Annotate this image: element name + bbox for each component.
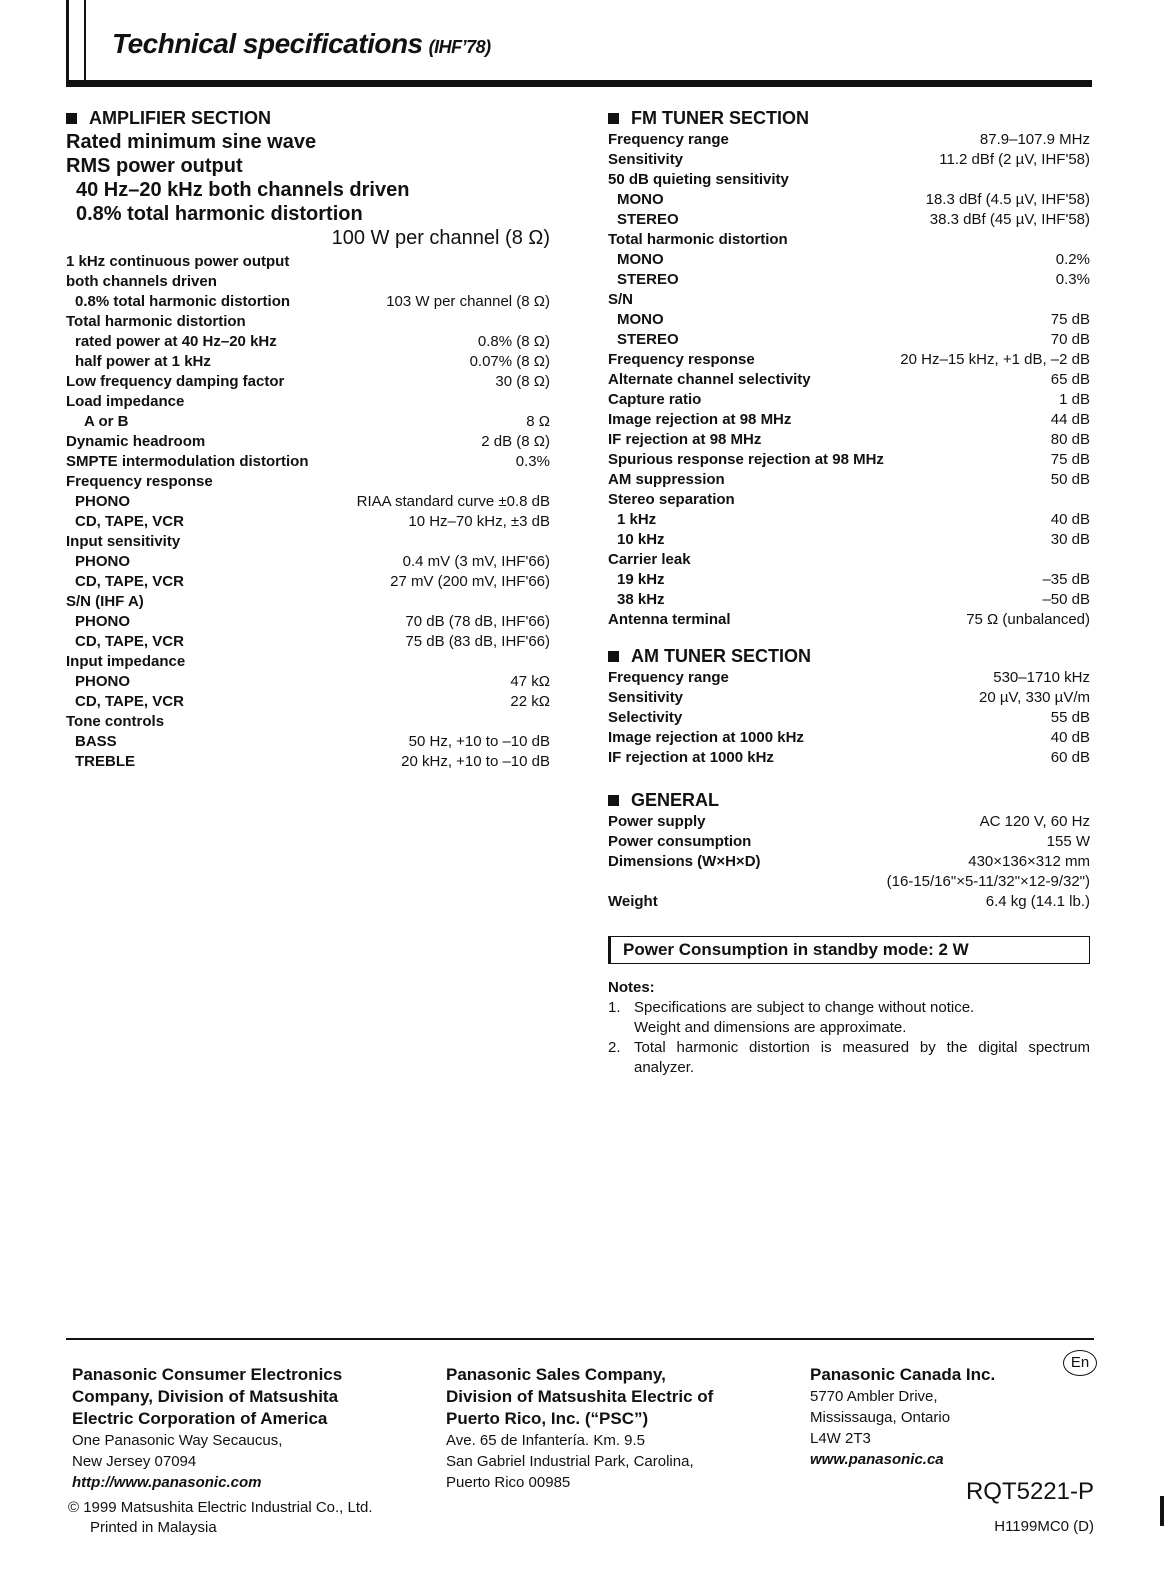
spec-value: 75 dB	[1050, 451, 1090, 468]
spec-label: Frequency response	[608, 351, 755, 368]
spec-row	[66, 472, 550, 492]
spec-row	[608, 668, 1090, 688]
footer-address-ca: Panasonic Canada Inc. 5770 Ambler Drive, Mississauga, Ontario L4W 2T3 www.panasonic.ca	[810, 1364, 1050, 1470]
spec-row	[608, 688, 1090, 708]
spec-label: IF rejection at 1000 kHz	[608, 749, 774, 766]
spec-row	[66, 312, 550, 332]
spec-label: Frequency range	[608, 131, 729, 148]
spec-label: PHONO	[75, 673, 131, 690]
spec-value: 22 kΩ	[510, 693, 550, 710]
spec-value: 50 dB	[1050, 471, 1090, 488]
spec-label: BASS	[75, 733, 117, 750]
spec-value: 0.3%	[515, 453, 550, 470]
spec-row	[66, 452, 550, 472]
spec-row	[608, 190, 1090, 210]
spec-label: both channels driven	[66, 273, 217, 290]
spec-value: 20 Hz–15 kHz, +1 dB, –2 dB	[900, 351, 1090, 368]
spec-value: 65 dB	[1050, 371, 1090, 388]
spec-row	[608, 150, 1090, 170]
spec-row	[66, 292, 550, 312]
spec-row	[608, 350, 1090, 370]
print-code: H1199MC0 (D)	[994, 1518, 1094, 1535]
spec-label: STEREO	[617, 211, 679, 228]
rated-line: Rated minimum sine wave	[66, 131, 317, 153]
spec-value: 20 µV, 330 µV/m	[979, 689, 1090, 706]
spec-label: 38 kHz	[617, 591, 665, 608]
spec-label: Low frequency damping factor	[66, 373, 285, 390]
spec-row	[66, 592, 550, 612]
spec-row	[608, 230, 1090, 250]
spec-label: Dimensions (W×H×D)	[608, 853, 761, 870]
spec-label: Sensitivity	[608, 151, 684, 168]
spec-label: PHONO	[75, 493, 131, 510]
website-link[interactable]: http://www.panasonic.com	[72, 1474, 262, 1491]
spec-row	[66, 712, 550, 732]
spec-value: 40 dB	[1050, 729, 1090, 746]
spec-value: 20 kHz, +10 to –10 dB	[401, 753, 550, 770]
spec-label: 10 kHz	[617, 531, 665, 548]
spec-value: 75 Ω (unbalanced)	[966, 611, 1090, 628]
standby-power-box: Power Consumption in standby mode: 2 W	[608, 936, 1090, 964]
square-bullet-icon	[608, 651, 619, 662]
rated-line: 40 Hz–20 kHz both channels driven	[76, 179, 410, 201]
spec-row	[608, 812, 1090, 832]
section-heading: GENERAL	[608, 788, 1090, 812]
spec-value: 50 Hz, +10 to –10 dB	[408, 733, 550, 750]
page-title: Technical specifications (IHF’78)	[112, 28, 491, 59]
notes-title: Notes:	[608, 979, 655, 996]
rated-line: 0.8% total harmonic distortion	[76, 203, 363, 225]
fm-spec-list	[608, 130, 1090, 630]
header-rule	[66, 80, 1092, 87]
spec-row	[608, 748, 1090, 768]
right-column	[608, 106, 1090, 1078]
spec-label: Frequency response	[66, 473, 213, 490]
spec-row	[608, 170, 1090, 190]
spec-value: 55 dB	[1050, 709, 1090, 726]
spec-label: Alternate channel selectivity	[608, 371, 811, 388]
am-spec-list	[608, 668, 1090, 768]
spec-value: 27 mV (200 mV, IHF'66)	[390, 573, 550, 590]
spec-label: S/N (IHF A)	[66, 593, 144, 610]
spec-label: Power supply	[608, 813, 706, 830]
footer-address-pr: Panasonic Sales Company, Division of Matsushita Electric of Puerto Rico, Inc. (“PSC”) Ave. 65 de Infantería. Km. 9.5 San Gabriel Industrial Park, Carolina, Puerto Rico 00985	[446, 1365, 714, 1491]
spec-row	[608, 708, 1090, 728]
spec-row	[66, 692, 550, 712]
spec-row	[608, 470, 1090, 490]
footer-rule	[66, 1338, 1094, 1340]
spec-value: 75 dB	[1050, 311, 1090, 328]
spec-value: 11.2 dBf (2 µV, IHF'58)	[939, 151, 1090, 168]
spec-label: Capture ratio	[608, 391, 702, 408]
spec-label: Weight	[608, 893, 658, 910]
spec-row	[66, 512, 550, 532]
spec-row	[66, 412, 550, 432]
spec-label: CD, TAPE, VCR	[75, 513, 184, 530]
spec-row	[608, 872, 1090, 892]
spec-value: 1 dB	[1059, 391, 1090, 408]
spec-label: IF rejection at 98 MHz	[608, 431, 762, 448]
spec-label: Stereo separation	[608, 491, 735, 508]
spec-label: Carrier leak	[608, 551, 691, 568]
spec-value: (16-15/16"×5-11/32"×12-9/32")	[886, 873, 1090, 890]
spec-label: S/N	[608, 291, 634, 308]
spec-row	[66, 652, 550, 672]
spec-value: 430×136×312 mm	[968, 853, 1090, 870]
spec-row	[66, 372, 550, 392]
spec-value: 0.4 mV (3 mV, IHF'66)	[402, 553, 550, 570]
spec-row	[66, 732, 550, 752]
spec-label: MONO	[617, 251, 664, 268]
spec-label: PHONO	[75, 553, 131, 570]
spec-label: Antenna terminal	[608, 611, 731, 628]
spec-row	[66, 432, 550, 452]
spec-label: Sensitivity	[608, 689, 684, 706]
spec-label: 0.8% total harmonic distortion	[75, 293, 291, 310]
spec-row	[66, 352, 550, 372]
copyright: © 1999 Matsushita Electric Industrial Co., Ltd. Printed in Malaysia	[68, 1499, 373, 1536]
spec-value: 75 dB (83 dB, IHF'66)	[405, 633, 550, 650]
section-heading: AM TUNER SECTION	[608, 644, 1090, 668]
spec-label: Total harmonic distortion	[66, 313, 246, 330]
spec-row	[66, 272, 550, 292]
spec-row	[608, 490, 1090, 510]
model-number: RQT5221-P	[965, 1478, 1094, 1505]
spec-value: 103 W per channel (8 Ω)	[386, 293, 550, 310]
spec-label: Spurious response rejection at 98 MHz	[608, 451, 884, 468]
spec-row	[66, 392, 550, 412]
square-bullet-icon	[66, 113, 77, 124]
spec-value: 80 dB	[1050, 431, 1090, 448]
spec-row	[608, 410, 1090, 430]
spec-value: 0.07% (8 Ω)	[469, 353, 550, 370]
spec-label: Power consumption	[608, 833, 752, 850]
spec-label: half power at 1 kHz	[75, 353, 211, 370]
section-heading: AMPLIFIER SECTION	[66, 106, 550, 130]
spec-label: 1 kHz	[617, 511, 657, 528]
rated-value: 100 W per channel (8 Ω)	[331, 227, 550, 249]
spec-row	[66, 552, 550, 572]
language-badge: En	[1063, 1350, 1097, 1376]
amplifier-spec-list	[66, 252, 550, 772]
spec-label: Tone controls	[66, 713, 165, 730]
header-inner-bar	[84, 0, 86, 82]
spec-row	[608, 390, 1090, 410]
spec-value: AC 120 V, 60 Hz	[979, 813, 1090, 830]
spec-value: –50 dB	[1042, 591, 1090, 608]
note-item: 2. Total harmonic distortion is measured by the digital spectrum analyzer.	[608, 1039, 1090, 1076]
spec-label: 50 dB quieting sensitivity	[608, 171, 789, 188]
spec-value: 6.4 kg (14.1 lb.)	[985, 893, 1090, 910]
note-item: 1. Specifications are subject to change without notice. Weight and dimensions are approximate.	[608, 999, 975, 1036]
spec-row	[66, 252, 550, 272]
square-bullet-icon	[608, 113, 619, 124]
spec-row	[66, 632, 550, 652]
spec-row	[608, 450, 1090, 470]
spec-label: Frequency range	[608, 669, 729, 686]
spec-row	[608, 510, 1090, 530]
spec-label: PHONO	[75, 613, 131, 630]
spec-value: 30 dB	[1050, 531, 1090, 548]
spec-label: CD, TAPE, VCR	[75, 633, 184, 650]
edge-mark	[1160, 1496, 1164, 1526]
spec-row	[608, 570, 1090, 590]
spec-row	[608, 530, 1090, 550]
spec-row	[608, 130, 1090, 150]
spec-label: STEREO	[617, 271, 679, 288]
printed-in: Printed in Malaysia	[90, 1519, 217, 1536]
spec-label: 1 kHz continuous power output	[66, 253, 290, 270]
spec-value: 8 Ω	[526, 413, 550, 430]
spec-row	[608, 892, 1090, 912]
spec-label: MONO	[617, 311, 664, 328]
spec-value: 44 dB	[1050, 411, 1090, 428]
spec-row	[66, 672, 550, 692]
spec-value: 70 dB	[1050, 331, 1090, 348]
spec-row	[66, 572, 550, 592]
spec-label: Input impedance	[66, 653, 186, 670]
spec-label: CD, TAPE, VCR	[75, 693, 184, 710]
amplifier-section	[66, 106, 550, 772]
spec-row	[608, 852, 1090, 872]
spec-row	[608, 250, 1090, 270]
spec-row	[608, 728, 1090, 748]
spec-value: 47 kΩ	[510, 673, 550, 690]
spec-label: Input sensitivity	[66, 533, 181, 550]
spec-value: –35 dB	[1042, 571, 1090, 588]
spec-row	[66, 532, 550, 552]
header-left-bar	[66, 0, 69, 84]
spec-row	[608, 370, 1090, 390]
spec-label: SMPTE intermodulation distortion	[66, 453, 309, 470]
spec-row	[608, 310, 1090, 330]
footer-address-us: Panasonic Consumer Electronics Company, Division of Matsushita Electric Corporation of America One Panasonic Way Secaucus, New Jersey 07094 http://www.panasonic.com	[72, 1364, 412, 1493]
spec-label: A or B	[84, 413, 129, 430]
spec-row	[66, 612, 550, 632]
spec-value: 10 Hz–70 kHz, ±3 dB	[408, 513, 550, 530]
spec-label: STEREO	[617, 331, 679, 348]
spec-label: AM suppression	[608, 471, 725, 488]
spec-value: 0.8% (8 Ω)	[477, 333, 550, 350]
spec-label: CD, TAPE, VCR	[75, 573, 184, 590]
spec-row	[608, 430, 1090, 450]
spec-value: 38.3 dBf (45 µV, IHF'58)	[929, 211, 1090, 228]
spec-value: 60 dB	[1050, 749, 1090, 766]
spec-value: 40 dB	[1050, 511, 1090, 528]
spec-row	[608, 210, 1090, 230]
spec-row	[608, 550, 1090, 570]
spec-label: rated power at 40 Hz–20 kHz	[75, 333, 277, 350]
spec-value: 30 (8 Ω)	[495, 373, 550, 390]
spec-row	[608, 330, 1090, 350]
page-title-sub: (IHF’78)	[428, 37, 491, 57]
spec-row	[66, 492, 550, 512]
spec-value: 530–1710 kHz	[993, 669, 1090, 686]
spec-row	[66, 332, 550, 352]
spec-value: RIAA standard curve ±0.8 dB	[356, 493, 550, 510]
website-link[interactable]: www.panasonic.ca	[810, 1451, 944, 1468]
spec-value: 0.2%	[1055, 251, 1090, 268]
square-bullet-icon	[608, 795, 619, 806]
spec-value: 18.3 dBf (4.5 µV, IHF'58)	[925, 191, 1090, 208]
spec-value: 70 dB (78 dB, IHF'66)	[405, 613, 550, 630]
general-spec-list	[608, 812, 1090, 912]
spec-row	[608, 270, 1090, 290]
spec-label: Dynamic headroom	[66, 433, 206, 450]
spec-value: 2 dB (8 Ω)	[481, 433, 550, 450]
spec-label: Load impedance	[66, 393, 185, 410]
spec-label: MONO	[617, 191, 664, 208]
spec-label: 19 kHz	[617, 571, 665, 588]
spec-row	[608, 832, 1090, 852]
spec-label: Selectivity	[608, 709, 683, 726]
spec-value: 0.3%	[1055, 271, 1090, 288]
spec-label: Image rejection at 98 MHz	[608, 411, 792, 428]
spec-row	[66, 752, 550, 772]
spec-row	[608, 290, 1090, 310]
spec-label: Total harmonic distortion	[608, 231, 788, 248]
spec-value: 87.9–107.9 MHz	[979, 131, 1090, 148]
spec-row	[608, 610, 1090, 630]
section-heading: FM TUNER SECTION	[608, 106, 1090, 130]
rated-line: RMS power output	[66, 155, 243, 177]
spec-value: 155 W	[1046, 833, 1090, 850]
spec-label: Image rejection at 1000 kHz	[608, 729, 804, 746]
spec-label: TREBLE	[75, 753, 135, 770]
spec-row	[608, 590, 1090, 610]
